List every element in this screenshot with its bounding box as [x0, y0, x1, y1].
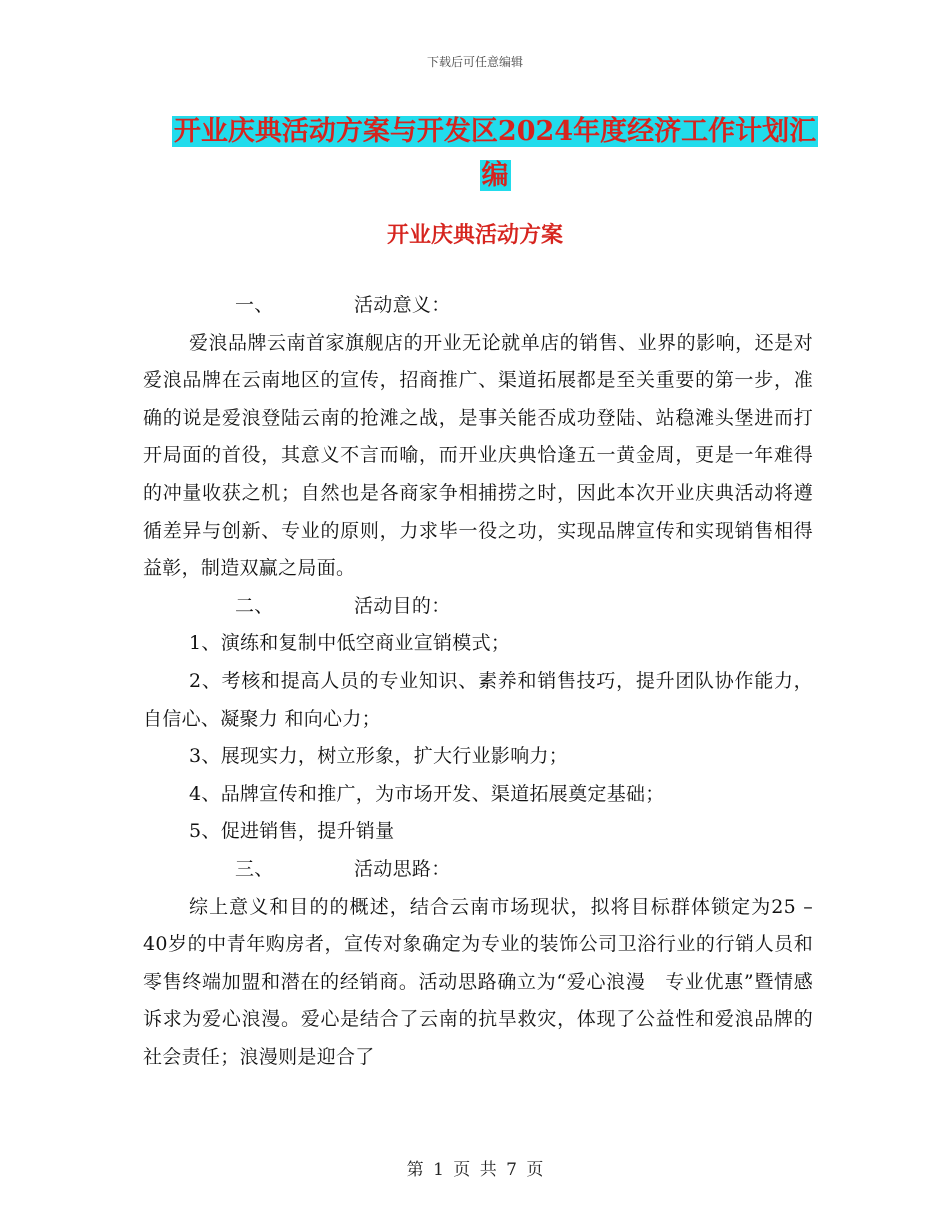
goal-item: 4、品牌宣传和推广，为市场开发、渠道拓展奠定基础；	[189, 782, 665, 805]
heading-label: 活动思路：	[354, 857, 451, 880]
heading-label: 活动目的：	[354, 594, 451, 617]
document-title	[120, 110, 870, 198]
goal-item: 3、展现实力，树立形象，扩大行业影响力；	[189, 745, 569, 768]
section-title: 开业庆典活动方案	[386, 222, 563, 248]
body-text	[143, 287, 813, 1076]
heading-approach	[143, 851, 813, 889]
title-line-2: 编	[481, 160, 509, 191]
paragraph-meaning: 爱浪品牌云南首家旗舰店的开业无论就单店的销售、业界的影响，还是对爱浪品牌在云南地区的宣传，招商推广、渠道拓展都是至关重要的第一步，准确的说是爱浪登陆云南的抢滩之战，是事关能否成功登陆、站稳滩头堡进而打开局面的首役，其意义不言而喻，而开业庆典恰逢五一黄金周，更是一年难得的冲量收获之机；自然也是各商家争相捕捞之时，因此本次开业庆典活动将遵循差异与创新、专业的原则，力求毕一役之功，实现品牌宣传和实现销售相得益彰，制造双赢之局面。	[143, 331, 813, 580]
heading-number: 二、	[235, 594, 274, 617]
title-line-1: 开业庆典活动方案与开发区2024年度经济工作计划汇	[173, 116, 817, 147]
heading-number: 三、	[235, 857, 274, 880]
header-note: 下载后可任意编辑	[426, 55, 523, 69]
paragraph-approach: 综上意义和目的的概述，结合云南市场现状，拟将目标群体锁定为25 – 40岁的中青年购房者，宣传对象确定为专业的装饰公司卫浴行业的行销人员和零售终端加盟和潜在的经销商。活动思路确立为“爱心浪漫 专业优惠”暨情感诉求为爱心浪漫。爱心是结合了云南的抗旱救灾，体现了公益性和爱浪品牌的社会责任；浪漫则是迎合了	[143, 895, 813, 1068]
heading-label: 活动意义：	[354, 294, 451, 316]
goal-item: 1、演练和复制中低空商业宣销模式；	[189, 632, 511, 655]
goal-item: 5、促进销售，提升销量	[189, 820, 395, 843]
heading-meaning	[143, 287, 813, 325]
goal-item: 2、考核和提高人员的专业知识、素养和销售技巧，提升团队协作能力，自信心、凝聚力 和向心力；	[143, 669, 813, 730]
heading-purpose	[143, 588, 813, 626]
page-footer: 第 1 页 共 7 页	[406, 1160, 544, 1180]
heading-number: 一、	[235, 294, 274, 316]
